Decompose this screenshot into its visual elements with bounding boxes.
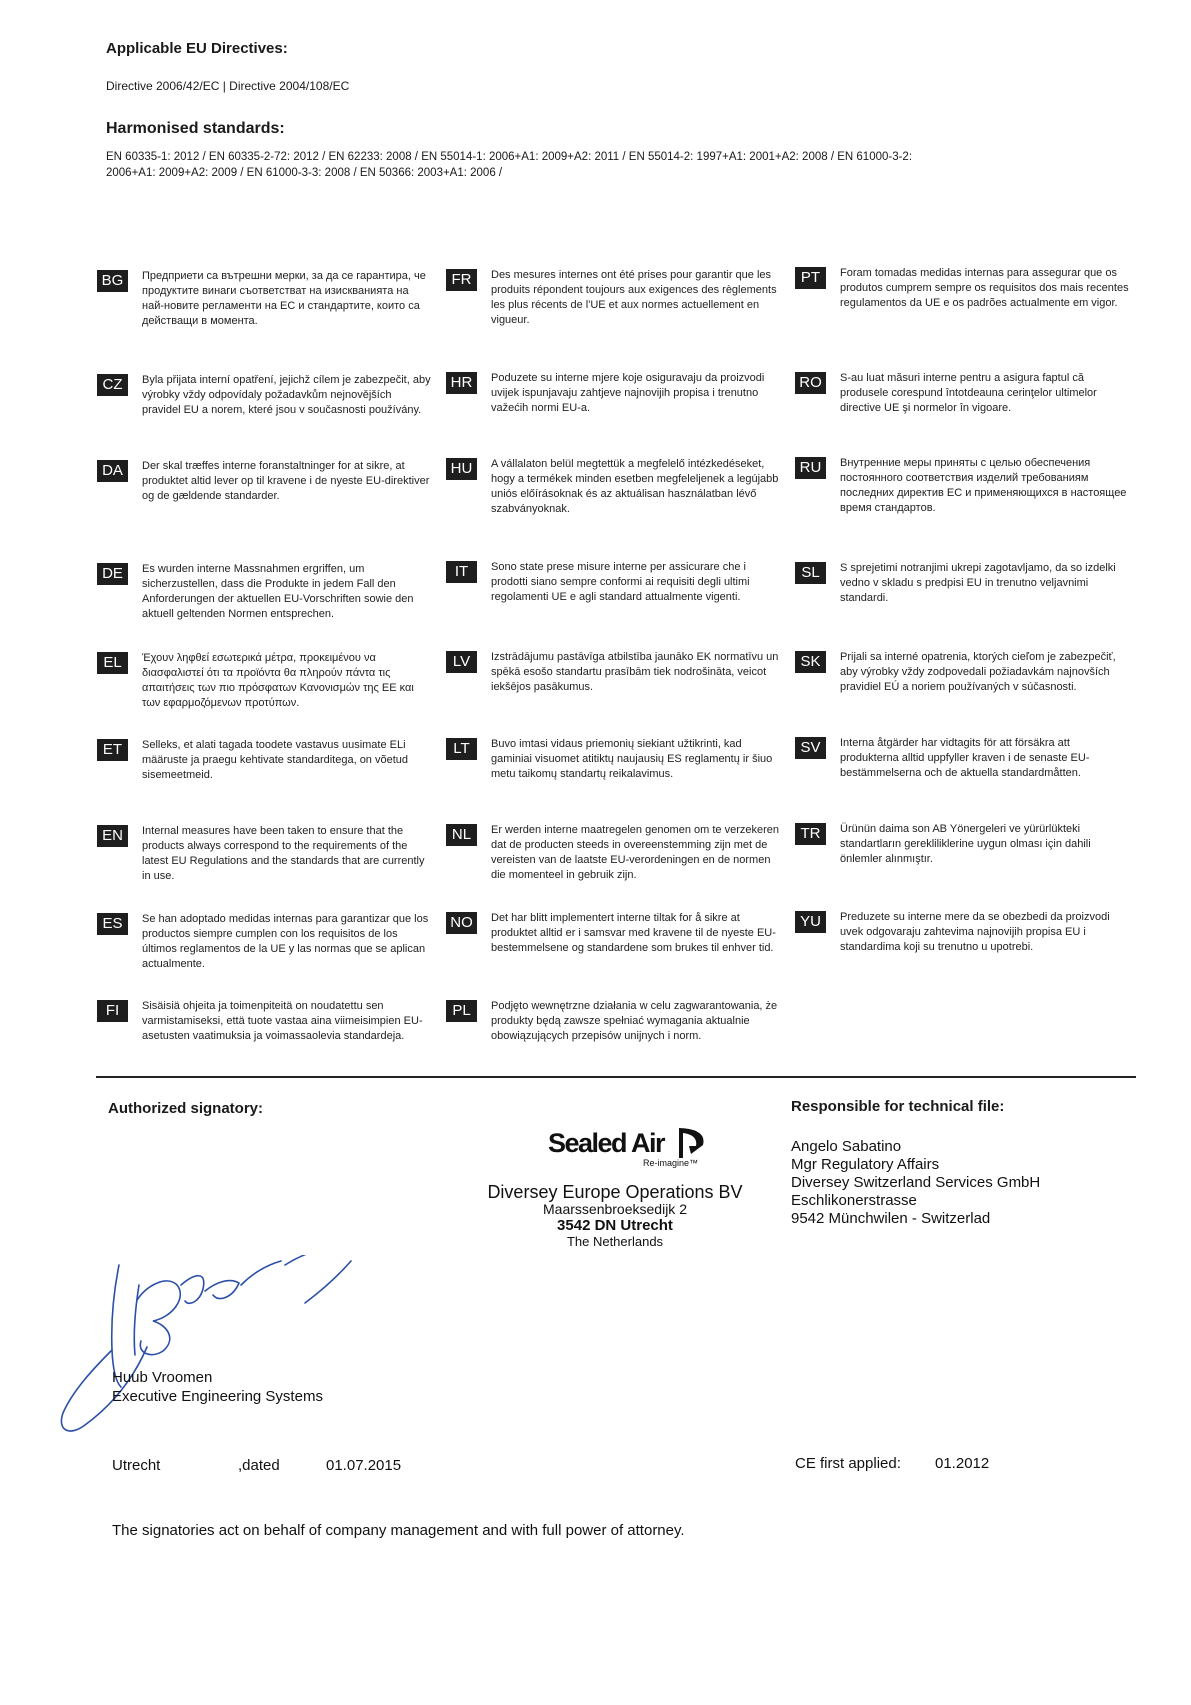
authorized-signatory-heading: Authorized signatory: — [108, 1100, 264, 1117]
lang-code-badge: SL — [795, 562, 826, 584]
lang-statement: S sprejetimi notranjimi ukrepi zagotavljamo, da so izdelki vedno v skladu s predpisi EU in trenutno veljavnimi standardi. — [840, 562, 1116, 604]
signing-place: Utrecht — [112, 1457, 161, 1474]
harmonised-standards-heading: Harmonised standards: — [106, 120, 285, 137]
ce-first-applied-date: 01.2012 — [935, 1455, 990, 1472]
responsible-city: 9542 Münchwilen - Switzerlad — [791, 1210, 991, 1227]
handwritten-signature — [55, 1255, 385, 1455]
directives-list: Directive 2006/42/EC | Directive 2004/108/EC — [106, 79, 350, 93]
lang-statement: Es wurden interne Massnahmen ergriffen, um sicherzustellen, dass die Produkte in jedem Fall den Anforderungen der aktuellen EU-Vorschriften sowie den aktuell geltenden Normen entsprechen. — [142, 563, 414, 620]
lang-statement: S-au luat măsuri interne pentru a asigura faptul că produsele corespund întotdeauna cerinţelor ultimelor directive UE şi normelor în vigoare. — [840, 372, 1097, 414]
lang-code-badge: NO — [446, 912, 477, 934]
lang-code-badge: ET — [97, 739, 128, 761]
dated-label: ,dated — [238, 1457, 280, 1474]
lang-code-badge: RU — [795, 457, 826, 479]
lang-code-badge: ES — [97, 913, 128, 935]
responsible-technical-file-heading: Responsible for technical file: — [791, 1098, 1005, 1115]
lang-code-badge: FR — [446, 269, 477, 291]
lang-statement: Interna åtgärder har vidtagits för att försäkra att produkterna alltid uppfyller kraven i de senaste EU-bestämmelserna och de aktuella standardmåtten. — [840, 737, 1090, 779]
lang-code-badge: CZ — [97, 374, 128, 396]
lang-statement: Izstrādājumu pastāvīga atbilstība jaunāko EK normatīvu un spēkā esošo standartu prasībām tiek nodrošināta, veicot iekšējos pasākumus. — [491, 651, 779, 693]
lang-statement: Έχουν ληφθεί εσωτερικά μέτρα, προκειμένου να διασφαλιστεί ότι τα προϊόντα θα πληρούν πάντα τις απαιτήσεις των πιο πρόσφατων Κανονισμών της ΕΕ και των εφαρμοζόμενων προτύπων. — [142, 652, 414, 709]
lang-statement: Podjęto wewnętrzne działania w celu zagwarantowania, że produkty będą zawsze spełniać wymagania aktualnie obowiązujących przepisów unijnych i norm. — [491, 1000, 778, 1042]
lang-code-badge: SV — [795, 737, 826, 759]
signing-date: 01.07.2015 — [326, 1457, 402, 1474]
lang-code-badge: EL — [97, 652, 128, 674]
responsible-company: Diversey Switzerland Services GmbH — [791, 1174, 1041, 1191]
lang-statement: Sono state prese misure interne per assicurare che i prodotti siano sempre conformi ai requisiti degli ultimi regolamenti UE e agli standard attualmente vigenti. — [491, 561, 750, 603]
lang-statement: Внутренние меры приняты с целью обеспечения постоянного соответствия изделий требованиям последних директив ЕС и применяющихся в настоящее время стандартов. — [840, 457, 1127, 514]
lang-statement: Des mesures internes ont été prises pour garantir que les produits répondent toujours aux exigences des règlements les plus récents de l'UE et aux normes actuellement en vigueur. — [491, 269, 777, 326]
ce-first-applied-label: CE first applied: — [795, 1455, 901, 1472]
lang-code-badge: FI — [97, 1000, 128, 1022]
logo-wordmark: Sealed Air — [548, 1128, 665, 1158]
signer-block — [112, 1368, 323, 1406]
lang-statement: Er werden interne maatregelen genomen om te verzekeren dat de producten steeds in overeenstemming zijn met de vereisten van de laatste EU-verordeningen en de normen die momenteel in gebruik zijn. — [491, 824, 779, 881]
lang-statement: Ürünün daima son AB Yönergeleri ve yürürlükteki standartların gerekliliklerine uygun olması için dahili önlemler alınmıştır. — [840, 823, 1091, 865]
lang-statement: A vállalaton belül megtettük a megfelelő intézkedéseket, hogy a termékek minden esetben megfeleljenek a legújabb uniós előírásoknak és az aktuálisan használatban lévő szabványoknak. — [491, 458, 779, 515]
lang-statement: Buvo imtasi vidaus priemonių siekiant užtikrinti, kad gaminiai visuomet atitiktų naujausių ES reglamentų ir šiuo metu taikomų standartų reikalavimus. — [491, 738, 773, 780]
lang-code-badge: HR — [446, 372, 477, 394]
lang-code-badge: RO — [795, 372, 826, 394]
lang-code-badge: YU — [795, 911, 826, 933]
lang-statement: Poduzete su interne mjere koje osiguravaju da proizvodi uvijek ispunjavaju zahtjeve najnovijih propisa i trenutno važećih normi EU-a. — [491, 372, 765, 414]
company-country: The Netherlands — [566, 1234, 664, 1249]
attorney-statement: The signatories act on behalf of company management and with full power of attorney. — [112, 1522, 685, 1539]
lang-code-badge: PT — [795, 267, 826, 289]
company-street: Maarssenbroeksedijk 2 — [543, 1201, 687, 1217]
lang-statement: Предприети са вътрешни мерки, за да се гарантира, че продуктите винаги съответстват на изискванията на най-новите регламенти на ЕС и стандартите, които са действащи в момента. — [142, 270, 426, 327]
applicable-directives-heading: Applicable EU Directives: — [106, 40, 288, 57]
responsible-person — [791, 1138, 1040, 1228]
lang-statement: Preduzete su interne mere da se obezbedi da proizvodi uvek odgovaraju zahtevima najnovijih propisa EU i standardima koji su trenutno u upotrebi. — [840, 911, 1110, 953]
logo-arrow-icon — [676, 1126, 708, 1160]
lang-statement: Internal measures have been taken to ensure that the products always correspond to the requirements of the latest EU Regulations and the standards that are currently in use. — [142, 825, 425, 882]
lang-statement: Det har blitt implementert interne tiltak for å sikre at produktet alltid er i samsvar med kravene til de nyeste EU-bestemmelsene og standardene som brukes til enhver tid. — [491, 912, 776, 954]
lang-code-badge: EN — [97, 825, 128, 847]
lang-code-badge: PL — [446, 1000, 477, 1022]
lang-code-badge: IT — [446, 561, 477, 583]
company-address — [455, 1182, 775, 1250]
lang-code-badge: NL — [446, 824, 477, 846]
lang-statement: Byla přijata interní opatření, jejichž cílem je zabezpečit, aby výrobky vždy odpovídaly požadavkům nejnovějších pravidel EU a norem, které jsou v současnosti používány. — [142, 374, 431, 416]
standards-list — [106, 149, 1106, 181]
section-divider — [96, 1076, 1136, 1078]
responsible-name: Angelo Sabatino — [791, 1138, 902, 1155]
responsible-street: Eschlikonerstrasse — [791, 1192, 917, 1209]
signer-name: Huub Vroomen — [112, 1369, 213, 1386]
company-city: 3542 DN Utrecht — [557, 1217, 673, 1234]
lang-code-badge: BG — [97, 270, 128, 292]
signer-title: Executive Engineering Systems — [112, 1388, 323, 1405]
responsible-title: Mgr Regulatory Affairs — [791, 1156, 940, 1173]
lang-statement: Selleks, et alati tagada toodete vastavus uusimate ELi määruste ja praegu kehtivate standarditega, on võetud sisemeetmeid. — [142, 739, 409, 781]
standards-line-2: 2006+A1: 2009+A2: 2009 / EN 61000-3-3: 2008 / EN 50366: 2003+A1: 2006 / — [106, 167, 503, 179]
lang-statement: Prijali sa interné opatrenia, ktorých cieľom je zabezpečiť, aby výrobky vždy zodpovedali požiadavkám najnovších pravidiel EÚ a noriem používaných v súčasnosti. — [840, 651, 1116, 693]
lang-code-badge: SK — [795, 651, 826, 673]
lang-code-badge: LV — [446, 651, 477, 673]
lang-statement: Sisäisiä ohjeita ja toimenpiteitä on noudatettu sen varmistamiseksi, että tuote vastaa aina viimeisimpien EU-asetusten vaatimuksia ja voimassaolevia standardeja. — [142, 1000, 423, 1042]
logo-tagline: Re-imagine™ — [643, 1158, 699, 1168]
lang-code-badge: TR — [795, 823, 826, 845]
lang-code-badge: DE — [97, 563, 128, 585]
standards-line-1: EN 60335-1: 2012 / EN 60335-2-72: 2012 / EN 62233: 2008 / EN 55014-1: 2006+A1: 2009+A2: 2011 / EN 55014-2: 1997+A1: 2001+A2: 2008 / EN 61000-3-2: — [106, 151, 913, 163]
lang-code-badge: DA — [97, 460, 128, 482]
lang-statement: Der skal træffes interne foranstaltninger for at sikre, at produktet altid lever op til kravene i de nyeste EU-direktiver og de gældende standarder. — [142, 460, 430, 502]
sealed-air-logo — [548, 1128, 708, 1172]
lang-statement: Foram tomadas medidas internas para assegurar que os produtos cumprem sempre os requisitos dos mais recentes regulamentos da UE e os padrões actualmente em vigor. — [840, 267, 1129, 309]
lang-statement: Se han adoptado medidas internas para garantizar que los productos siempre cumplen con los requisitos de los últimos reglamentos de la UE y las normas que se aplican actualmente. — [142, 913, 429, 970]
lang-code-badge: HU — [446, 458, 477, 480]
company-name: Diversey Europe Operations BV — [487, 1182, 743, 1202]
lang-code-badge: LT — [446, 738, 477, 760]
